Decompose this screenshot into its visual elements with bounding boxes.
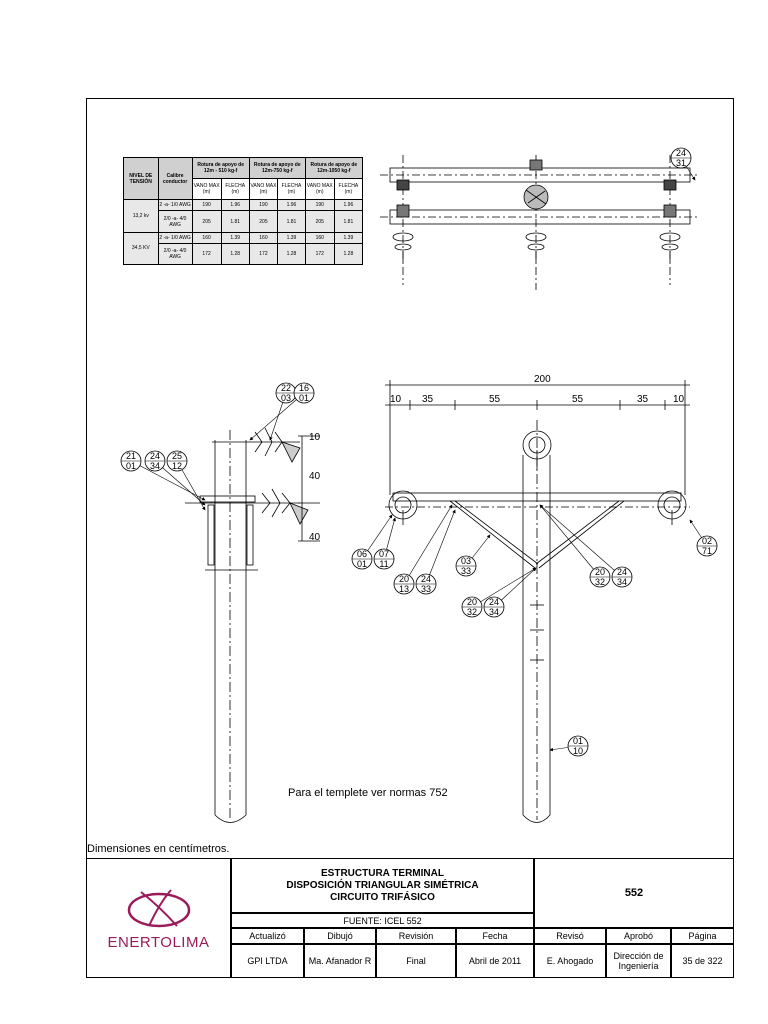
units-note: Dimensiones en centímetros.: [87, 843, 230, 855]
subheader-vano: VANO MAX (m): [192, 179, 221, 200]
bubble-bottom-number: 33: [460, 566, 472, 576]
subheader-flecha: FLECHA (m): [221, 179, 249, 200]
bubble-leader: [472, 568, 536, 607]
bubble-bottom-number: 32: [594, 577, 606, 587]
logo-cell: [86, 858, 231, 978]
header-rotura-510: Rotura de apoyo de 12m - 510 kg-f: [192, 158, 249, 179]
cell-value: 1.39: [278, 232, 306, 243]
cell-value: 160: [249, 232, 277, 243]
header-nivel: NIVEL DE TENSIÓN: [124, 158, 159, 200]
side-dimension-mid: 40: [309, 471, 321, 482]
label-aprobo: Aprobó: [606, 928, 671, 944]
cell-value: 1.96: [278, 200, 306, 211]
front-view: [385, 380, 690, 823]
bubble-top-number: 24: [616, 567, 628, 577]
reference-bubble-front_h: [540, 505, 610, 587]
value-dibujo: Ma. Afanador R: [304, 944, 376, 978]
value-fecha: Abril de 2011: [456, 944, 534, 978]
cell-value: 190: [192, 200, 221, 211]
subheader-vano: VANO MAX (m): [249, 179, 277, 200]
front-dimension-total: 200: [534, 374, 551, 385]
cell-nivel-34kv: 34,5 KV: [124, 232, 159, 264]
templete-note: Para el templete ver normas 752: [288, 787, 448, 799]
bubble-top-number: 01: [572, 736, 584, 746]
title-line-3: CIRCUITO TRIFÁSICO: [330, 891, 435, 903]
enertolima-logo-icon: [119, 886, 199, 932]
bubble-top-number: 20: [594, 567, 606, 577]
front-dimension-seg1: 10: [390, 394, 402, 405]
title-line-1: ESTRUCTURA TERMINAL: [321, 867, 444, 879]
front-dimension-seg2: 35: [422, 394, 434, 405]
bubble-bottom-number: 34: [488, 607, 500, 617]
cell-calibre: 2 -a- 1/0 AWG: [158, 232, 192, 243]
cell-calibre: 2/0 -a- 4/0 AWG: [158, 211, 192, 232]
bubble-bottom-number: 03: [280, 393, 292, 403]
header-calibre: Calibre conductor: [158, 158, 192, 200]
bubble-top-number: 21: [125, 451, 137, 461]
bubble-bottom-number: 33: [420, 584, 432, 594]
bubble-bottom-number: 13: [398, 584, 410, 594]
bubble-leader: [404, 505, 452, 584]
bubble-top-number: 20: [398, 574, 410, 584]
bubble-top-number: 16: [298, 383, 310, 393]
label-reviso: Revisó: [534, 928, 606, 944]
reference-bubble-front_g: [484, 568, 536, 617]
cell-value: 1.81: [334, 211, 362, 232]
cell-value: 1.81: [278, 211, 306, 232]
bubble-top-number: 24: [488, 597, 500, 607]
cell-calibre: 2/0 -a- 4/0 AWG: [158, 243, 192, 264]
bubble-bottom-number: 32: [466, 607, 478, 617]
value-aprobo: Dirección de Ingeniería: [606, 944, 671, 978]
reference-bubble-side_left_c: [167, 451, 205, 510]
cell-value: 172: [305, 243, 334, 264]
bubble-bottom-number: 01: [298, 393, 310, 403]
side-dimension-top: 10: [309, 432, 321, 443]
cell-nivel-13kv: 13,2 kv: [124, 200, 159, 232]
bubble-top-number: 20: [466, 597, 478, 607]
logo-text: ENERTOLIMA: [107, 933, 210, 951]
bubble-top-number: 03: [460, 556, 472, 566]
front-dimension-seg5: 35: [637, 394, 649, 405]
cell-value: 205: [249, 211, 277, 232]
bubble-top-number: 07: [378, 549, 390, 559]
reference-bubble-front_k: [550, 736, 588, 756]
title-line-2: DISPOSICIÓN TRIANGULAR SIMÉTRICA: [286, 879, 479, 891]
label-revision: Revisión: [376, 928, 456, 944]
cell-value: 172: [192, 243, 221, 264]
side-view: [185, 428, 320, 823]
title-cell: [231, 858, 534, 913]
value-pagina: 35 de 322: [671, 944, 734, 978]
bubble-leader: [131, 461, 205, 500]
drawing-code: 552: [534, 858, 734, 928]
bubble-top-number: 24: [675, 148, 687, 158]
front-dimension-seg6: 10: [673, 394, 685, 405]
bubble-bottom-number: 71: [701, 546, 713, 556]
subheader-flecha: FLECHA (m): [334, 179, 362, 200]
label-dibujo: Dibujó: [304, 928, 376, 944]
label-fecha: Fecha: [456, 928, 534, 944]
subheader-vano: VANO MAX (m): [305, 179, 334, 200]
bubble-bottom-number: 12: [171, 461, 183, 471]
bubble-bottom-number: 11: [379, 559, 389, 569]
cell-value: 1.81: [221, 211, 249, 232]
bubble-leader: [540, 505, 622, 577]
source-cell: FUENTE: ICEL 552: [231, 913, 534, 928]
bubble-leader: [540, 505, 600, 577]
bubble-top-number: 25: [171, 451, 183, 461]
top-view: [380, 155, 700, 290]
bubble-bottom-number: 31: [675, 158, 687, 168]
bubble-bottom-number: 34: [616, 577, 628, 587]
value-revision: Final: [376, 944, 456, 978]
bubble-top-number: 02: [701, 536, 713, 546]
front-dimension-seg3: 55: [489, 394, 501, 405]
reference-bubble-front_d: [416, 510, 455, 594]
cell-value: 1.96: [221, 200, 249, 211]
value-actualizo: GPI LTDA: [231, 944, 304, 978]
span-table: [123, 157, 363, 265]
reference-bubble-front_i: [540, 505, 632, 587]
reference-bubble-front_j: [690, 520, 717, 556]
cell-value: 1.28: [278, 243, 306, 264]
bubble-top-number: 24: [420, 574, 432, 584]
front-dimension-seg4: 55: [572, 394, 584, 405]
cell-value: 205: [192, 211, 221, 232]
value-reviso: E. Ahogado: [534, 944, 606, 978]
label-pagina: Página: [671, 928, 734, 944]
subheader-flecha: FLECHA (m): [278, 179, 306, 200]
side-dimension-low: 40: [309, 532, 321, 543]
bubble-top-number: 24: [149, 451, 161, 461]
cell-value: 1.39: [221, 232, 249, 243]
bubble-top-number: 22: [280, 383, 292, 393]
cell-value: 190: [305, 200, 334, 211]
bubble-leader: [426, 510, 455, 584]
header-rotura-750: Rotura de apoyo de 12m-750 kg-f: [249, 158, 305, 179]
cell-value: 190: [249, 200, 277, 211]
bubble-leader: [250, 393, 304, 440]
label-actualizo: Actualizó: [231, 928, 304, 944]
cell-value: 205: [305, 211, 334, 232]
bubble-bottom-number: 10: [572, 746, 584, 756]
header-rotura-1050: Rotura de apoyo de 12m-1050 kg-f: [305, 158, 362, 179]
bubble-bottom-number: 01: [356, 559, 368, 569]
reference-bubble-front_e: [456, 535, 490, 576]
cell-value: 1.39: [334, 232, 362, 243]
bubble-bottom-number: 01: [125, 461, 137, 471]
cell-calibre: 2 -a- 1/0 AWG: [158, 200, 192, 211]
title-block: [86, 858, 734, 978]
cell-value: 160: [305, 232, 334, 243]
cell-value: 1.28: [221, 243, 249, 264]
bubble-bottom-number: 34: [149, 461, 161, 471]
cell-value: 172: [249, 243, 277, 264]
cell-value: 160: [192, 232, 221, 243]
cell-value: 1.96: [334, 200, 362, 211]
cell-value: 1.28: [334, 243, 362, 264]
bubble-top-number: 06: [356, 549, 368, 559]
